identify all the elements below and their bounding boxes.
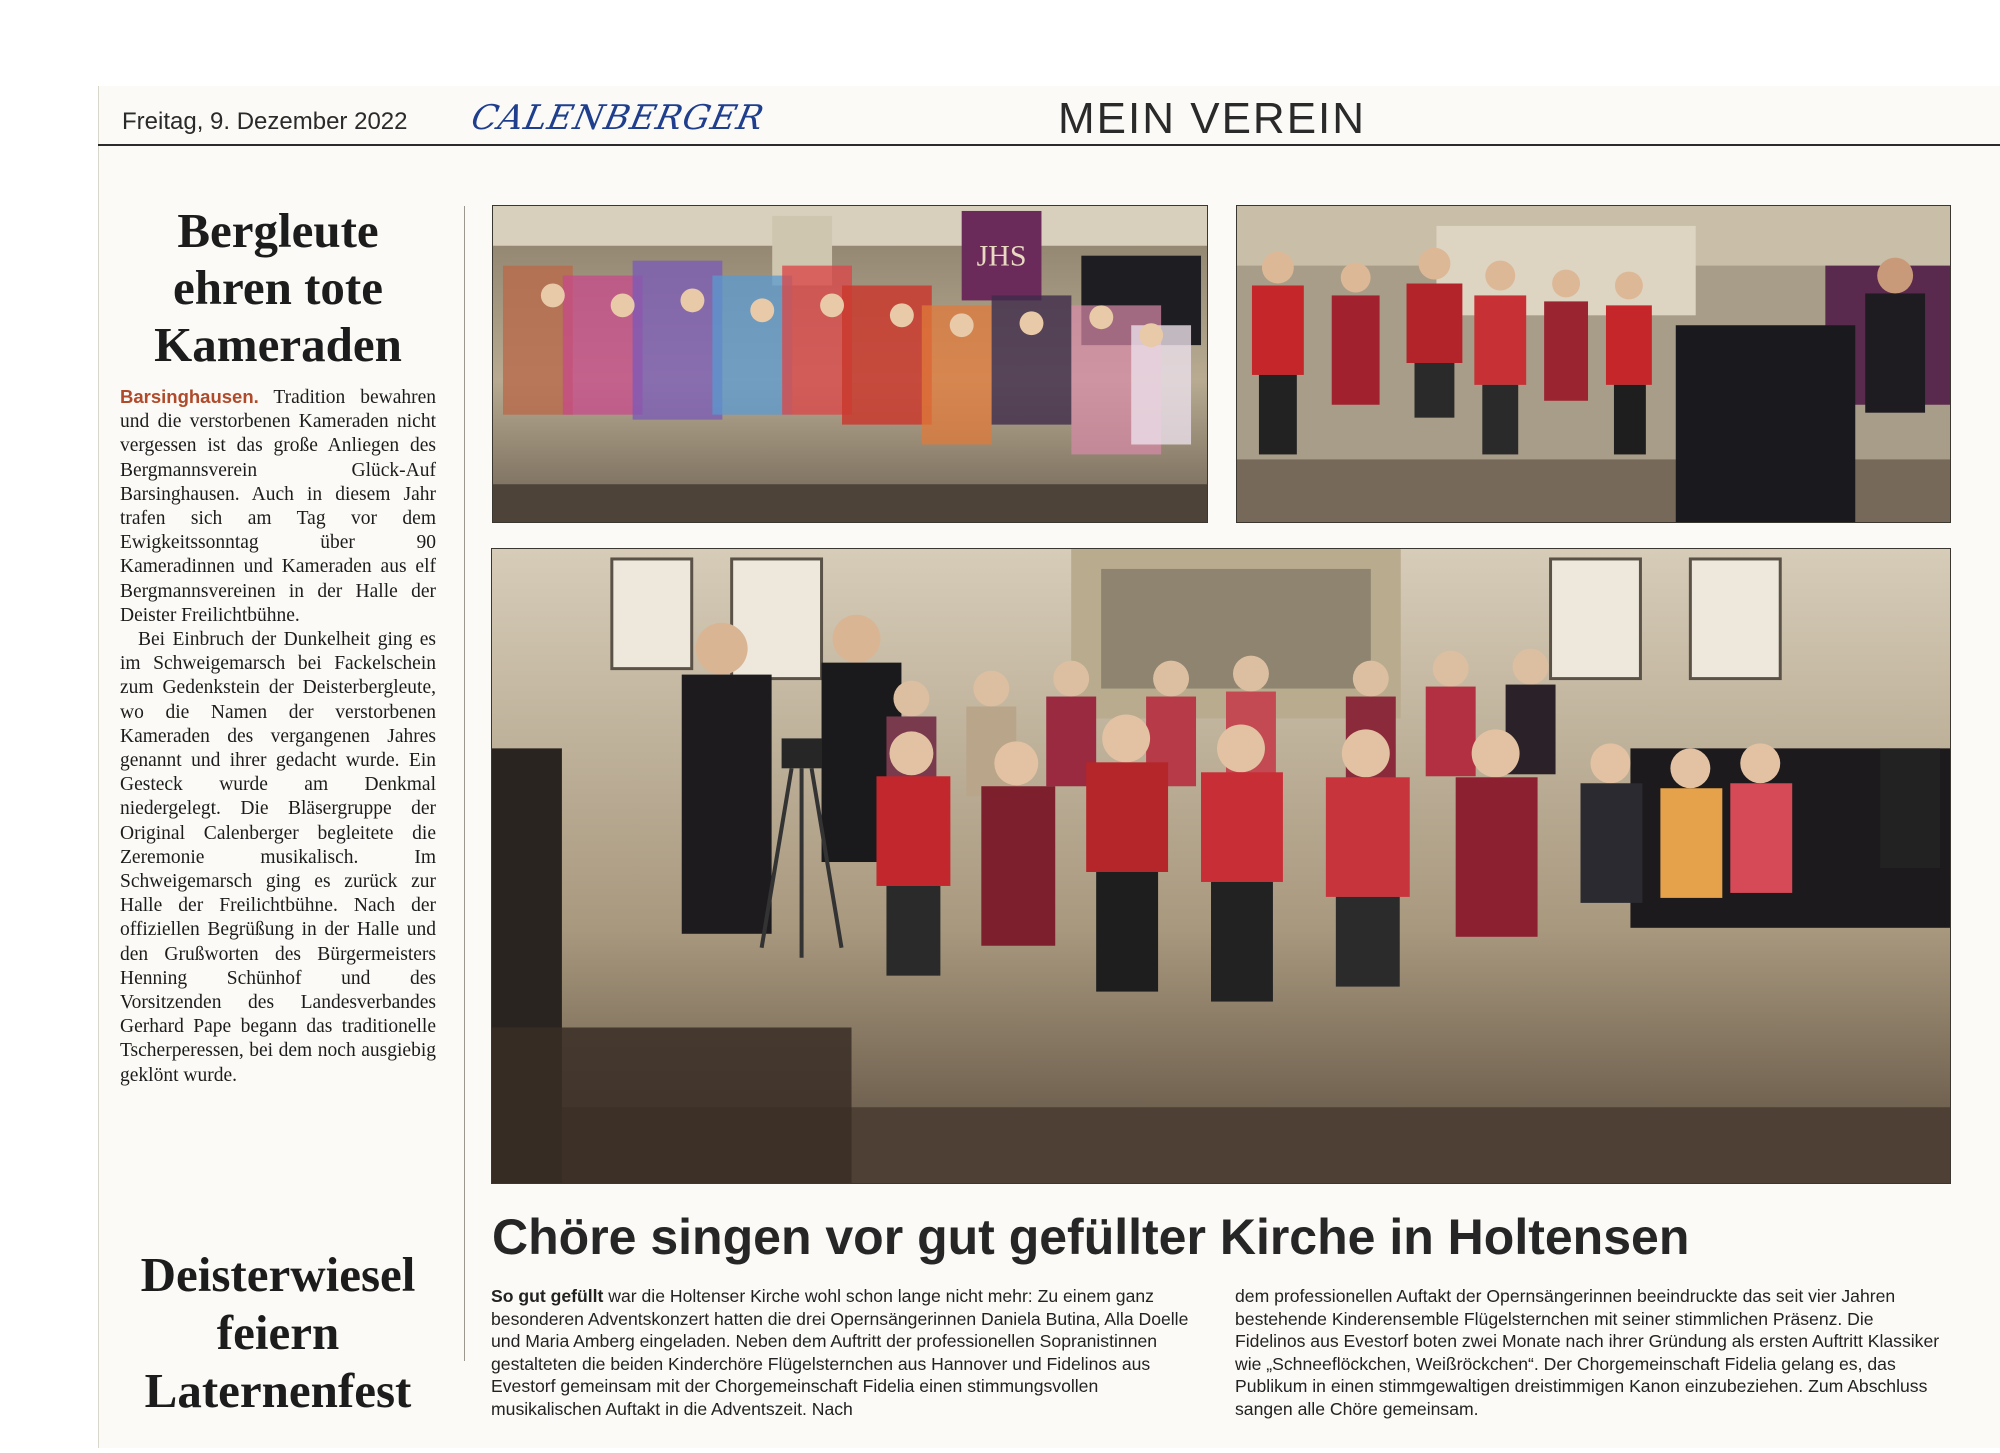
article-bergleute-paragraph-2: Bei Einbruch der Dunkelheit ging es im Schweigemarsch bei Fackelschein zum Gedenkstein der Deisterbergleute, wo die Namen der verstorbenen Kameraden des vergangenen Jahres genannt und ihrer gedacht wurde. Ein Gesteck wurde am Denkmal niedergelegt. Die Bläsergruppe der Original Calenberger begleitete die Zeremonie musikalisch. Im Schweigemarsch ging es zurück zur Halle der Freilichtbühne. Nach der offiziellen Begrüßung in der Halle und den Grußworten des Bürgermeisters Henning Schünhof und des Vorsitzenden des Landesverbandes Gerhard Pape begann das traditionelle Tscherperessen, bei dem noch ausgiebig geklönt wurde. [120,629,436,1086]
photo-children-choir-piano-image [1237,206,1950,522]
photo-choir-in-church [491,548,1951,1184]
article-bergleute-paragraph-1 [120,385,436,628]
paragraph-text: Tradition bewahren und die verstorbenen Kameraden nicht vergessen ist das große Anliegen des Bergmannsverein Glück-Auf Barsinghausen. Auch in diesem Jahr trafen sich am Tag vor dem Ewigkeitssonntag über 90 Kameradinnen und Kameraden aus elf Bergmannsvereinen in der Halle der Deister Freilichtbühne. [120,387,436,626]
section-title: MEIN VEREIN [1058,94,1367,143]
dateline: Barsinghausen. [120,386,259,407]
photo-dancing-children-image [493,206,1207,522]
altar-cloth-text: JHS [976,239,1027,273]
article-choere-column-2: dem professionellen Auftakt der Opernsängerinnen beeindruckte das seit vier Jahren bestehende Kinderensemble Flügelsternchen mit seiner stimmlichen Präsenz. Die Fidelinos aus Evestorf boten zwei Monate nach ihrer Gründung als ersten Auftritt Klassiker wie „Schneeflöckchen, Weißröckchen“. Der Chorgemeinschaft Fidelia gelang es, das Publikum in einen stimmgewaltigen dreistimmigen Kanon einzubeziehen. Zum Abschluss sangen alle Chöre gemeinsam. [1235,1286,1940,1419]
photo-choir-in-church-image [492,549,1950,1183]
article-choere-headline: Chöre singen vor gut gefüllter Kirche in Holtensen [492,1209,1690,1265]
handwritten-source-note: CALENBERGER [467,98,768,138]
article-bergleute-headline: Bergleute ehren tote Kameraden [154,203,402,372]
page-header [98,86,2000,148]
column-divider [464,206,465,1361]
article-choere-lead: So gut gefüllt [491,1286,604,1306]
photo-dancing-children [492,205,1208,523]
article-choere-column-1 [491,1285,1199,1421]
photo-children-choir-piano [1236,205,1951,523]
article-choere-column-1-text: war die Holtenser Kirche wohl schon lange nicht mehr: Zu einem ganz besonderen Adventskonzert hatten die drei Opernsängerinnen Daniela Butina, Alla Doelle und Maria Amberg eingeladen. Neben dem Auftritt der professionellen Sopranistinnen gestalteten die beiden Kinderchöre Flügelsternchen aus Hannover und Fidelinos aus Evestorf gemeinsam mit der Chorgemeinschaft Fidelia einen stimmungsvollen musikalischen Auftakt in die Adventszeit. Nach [491,1286,1189,1419]
issue-date: Freitag, 9. Dezember 2022 [122,108,408,135]
article-bergleute [120,202,436,1088]
article-bergleute-body [120,385,436,1088]
header-rule [98,144,2000,146]
article-deisterwiesel-headline: Deisterwiesel feiern Laternenfest [140,1247,416,1418]
